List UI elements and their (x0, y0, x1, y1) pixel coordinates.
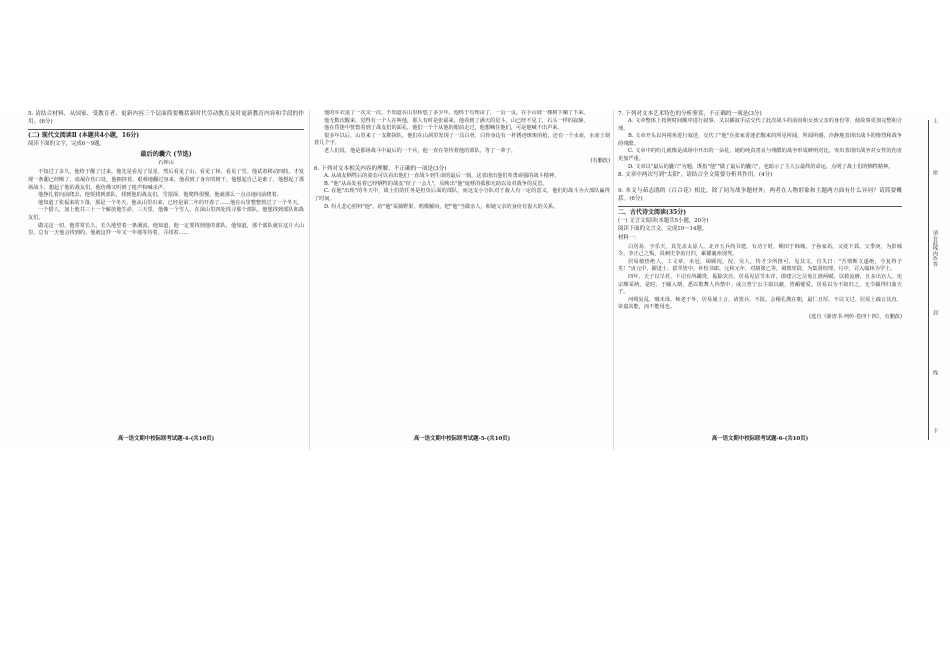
story-paragraph: 他知道了张福来的下落，那是一个冬天，他从山里出来，已经是第二年的开春了……他在山里整整熬过了一个冬天。 (38, 199, 303, 206)
page-column-5 (314, 110, 610, 450)
page-footer: 高一语文期中校际联考试题-4-(共10页) (117, 436, 215, 443)
subsection-heading: (一) 文言文阅读(本题共5小题，20分) (618, 217, 709, 224)
section-heading: (二) 现代文阅读Ⅱ (本题共4小题，16分) (28, 129, 304, 140)
page-footer: 高一语文期中校际联考试题-6-(共10页) (711, 436, 809, 443)
story-paragraph: 他的军衣退了一次又一次，不知道在山里转悠了多少年。他终于有理由了，一页一页，在手山坡一棵树下躺了下来。 (324, 110, 589, 116)
margin-label: 请在此线内作答 (932, 230, 938, 267)
option: D. 文章以"最后的囊穴"为题，既指"他""做了最后的囊穴"，也暗示了主人公最终的命运，点明了战士们的牺牲精神。 (628, 163, 894, 170)
section-heading: 二、古代诗文阅读(35分) (618, 206, 902, 217)
margin-label: 密 (932, 170, 938, 176)
column-divider (309, 110, 310, 450)
story-title: 最后的囊穴 (节选) (140, 151, 192, 159)
question-7: 7. 下列对文本艺术特色的分析鉴赏，不正确的一项是(3分) (618, 111, 762, 117)
option: B. 文章开头以内视角进行叙述，交代了"他"在张家香迷茫醒来的所见所闻，所闻所感，冷静地表现出战斗的惨烈和战争的残酷。 (618, 133, 902, 147)
story-author: 石钟山 (158, 159, 174, 166)
source-note: (选自《新唐书·列传·卷四十四》，有删改) (809, 313, 902, 320)
story-paragraph: 老人们说，他是那场战斗中最后的一个兵，他一直在等待着他的部队，等了一辈子。 (324, 147, 516, 154)
option: A. 从战友牺牲后的姿态可以看出他们一直战斗到生命的最后一刻，这表现出他们英勇顽强的战斗精神。 (324, 173, 560, 180)
classical-paragraph: 白居易，字乐天，其先盖太原人。北齐五兵尚书建，有功于时，赐田于韩城，子孙家焉。又徙下邽。父季庚，为彭城令。李正己之叛，说刺史李洧自归，累擢襄州别驾。 (618, 243, 902, 258)
story-paragraph: 他无数次醒来，觉得有一个人在叫他，那人有时是张福来，他看到了满天的星斗，山已经不见了，石头一样的寂静。 (324, 117, 589, 124)
classical-paragraph: 河朔复乱，贼未诛，师老于外，居易屡上言，请罢兵。不报。会稽孔戡在朝，最仁且厚，不以文过。居易上疏言其直，帝嘉其能，而不能用也。 (618, 296, 902, 311)
option: A. 文章整体上按照时间顺序进行叙事，又以插叙手法交代了此次战斗的前因和女孩父亲的身份等，使故事更加完整和合理。 (618, 118, 902, 132)
seal-line (928, 120, 929, 440)
page-footer: 高一语文期中校际联考试题-5-(共10页) (413, 436, 511, 443)
question-5: 5. 请结合材料，从国家、受教育者、更新内容三个层面简要概括新时代劳动教育及时更新教育内容和手段的作用。(6分) (28, 111, 304, 125)
material-label: 材料一： (618, 234, 640, 241)
page-column-6 (618, 110, 902, 450)
question-9: 9. 本文与茹志鹃的《百合花》相比，除了同为战争题材外，两者在人物形象和主题两方面有什么异同？请简要概括。(6分) (618, 188, 902, 203)
story-paragraph: 他在昏迷中恍惚看到了战友们的面孔，他们一个个从他的眼前走过，他想喊住他们，可是他喊不出声来。 (324, 125, 563, 132)
column-divider (613, 110, 614, 450)
reading-instruction: 阅读下面的文言文，完成10～14题。 (618, 226, 708, 233)
option: B. "他"从高处看着已经牺牲的战友"征了一会儿"，反映出"他"庞财的孤独无助以及对战争的反思。 (324, 180, 548, 187)
story-paragraph: 很多年以后，山里来了一支勘探队，他们在山洞里发现了一具白骨，白骨身边有一杆锈迹斑斑的枪，还有一个水壶，水壶上刻着几个字。 (314, 132, 610, 147)
margin-label: 线 (932, 370, 938, 376)
binding-margin (906, 110, 946, 450)
option: C. 文章中的纷儿就像是战场中开出的一朵花，她的纯真善良与残酷的战争形成鲜明对比，突出表现出战争对女性的伤害更加严重。 (618, 148, 902, 162)
story-paragraph: 他挣扎着向前爬去，他要找到部队，找到他的战友们。雪很深，他爬得很慢，他就那么一点点地向前爬着。 (38, 192, 282, 199)
story-paragraph: 不知过了多久，他终于醒了过来。他先是看见了星星，然后看见了山，看见了林，看见了雪。他试着移动四肢，才发现一条腿已经断了，血凝在伤口处，他拥挤着，艰难地翻过身来，他看到了身旁的树干。他想起自己是谁了，他想起了那场战斗，想起了他的战友们，他仿佛又听到了枪声和喊杀声。 (28, 169, 304, 191)
option: C. 在他"出现"的冬天中，战士们的任务是担负后面的部队，而这支小分队对于敌人有一定的意义，他们的战斗为大部队赢得了时间。 (314, 188, 610, 202)
story-paragraph: 做完这一切，他常常长久，长久地望着一条溪流，他知道，他一定要找到他的部队，他知道，那个部队就在这片大山里，总有一天他会找到的。他就这样一年又一年地等待着，寻找着…… (28, 222, 304, 237)
question-8: 8. 文章中两次写到"太阳"，请结合全文简要分析其作用。(4分) (618, 172, 773, 179)
option: D. 纷儿悲心照料"他"，给"他"采摘野果，唱歌解闷，把"他"当做亲人，和她父亲的身份有很大的关系。 (324, 203, 559, 210)
margin-label: 下 (932, 428, 938, 434)
story-paragraph: 一个猎人，加上他共三十一个解放他生命，三天里，他像一个雪人，在深山里四处找寻那个部队。他想找到部队和战友们。 (28, 207, 304, 221)
margin-label: 封 (932, 310, 938, 316)
page-column-4 (28, 110, 304, 450)
source-note: (有删改) (590, 157, 610, 164)
margin-label: 上 (932, 118, 938, 124)
classical-paragraph: 四年，天子以旱甚，下诏有所蠲贷，振除灾沴。居易见诏节未详，即建言乞尽免江淮两赋，以救流瘠，且多出宫人。宪宗颇采纳。是时，于頔入朝，悉以歌舞人内禁中。或言普宁公主取以献，皆頔嬖爱。居易以为不如归之，无令頔得归曲天子。 (618, 273, 902, 296)
exam-sheet (0, 110, 950, 450)
reading-instruction: 阅读下面的文字，完成6～9题。 (28, 140, 105, 147)
question-6: 6. 下列对文本相关内容的理解，不正确的一项是(3分) (314, 166, 447, 173)
classical-paragraph: 居易敏悟绝人，工文章。未冠，谒顾况。况，吴人，恃才少所推可，见其文，自失曰："吾谓斯文遂绝，今复得子矣！"贞元中，擢进士、拔萃皆中，补校书郎。元和元年，对制策乙等，调盩厔尉，为集贤校理，月中，召入翰林为学士。 (618, 258, 902, 273)
